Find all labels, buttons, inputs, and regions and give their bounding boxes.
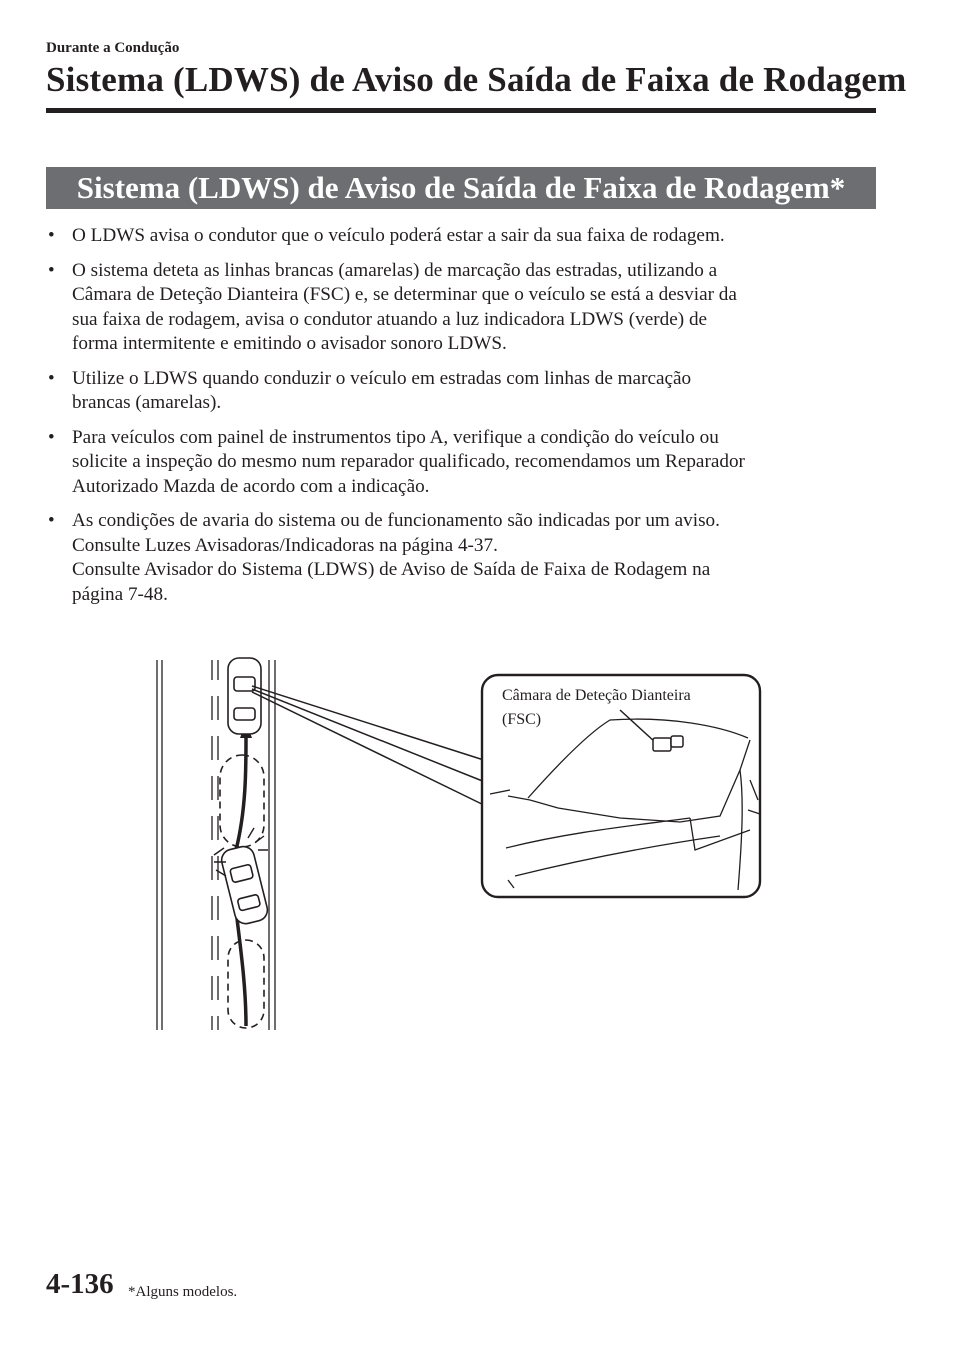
car-top-icon	[228, 658, 261, 734]
bullet-text-line: solicite a inspeção do mesmo num reparador qualificado, recomendamos um Reparador	[72, 451, 745, 472]
section-title: Sistema (LDWS) de Aviso de Saída de Faixa de Rodagem*	[76, 170, 846, 205]
section-banner	[46, 167, 876, 209]
bullet-text-line: página 7-48.	[72, 583, 168, 605]
page-number: 4-136	[46, 1268, 114, 1300]
list-item	[48, 367, 878, 416]
bullet-text-line: Consulte Avisador do Sistema (LDWS) de Aviso de Saída de Faixa de Rodagem na	[72, 559, 711, 580]
bullet-list	[48, 224, 878, 617]
bullet-text-line: As condições de avaria do sistema ou de funcionamento são indicadas por um aviso.	[72, 510, 720, 531]
bullet-icon: •	[48, 259, 55, 281]
bullet-text-line: brancas (amarelas).	[72, 392, 222, 413]
bullet-icon: •	[48, 510, 55, 531]
bullet-text-line: O LDWS avisa o condutor que o veículo poderá estar a sair da sua faixa de rodagem.	[72, 225, 725, 246]
car-drifting-icon	[219, 844, 269, 926]
road-edge-right	[269, 660, 275, 1030]
camera-label-line1: Câmara de Deteção Dianteira	[502, 687, 691, 704]
title-divider	[46, 108, 876, 113]
bullet-icon: •	[48, 426, 55, 448]
bullet-text-line: Consulte Luzes Avisadoras/Indicadoras na página 4-37.	[72, 534, 498, 556]
bullet-icon: •	[48, 225, 55, 246]
bullet-text-line: Para veículos com painel de instrumentos tipo A, verifique a condição do veículo ou	[72, 426, 719, 448]
bullet-text-line: forma intermitente e emitindo o avisador sonoro LDWS.	[72, 333, 507, 354]
list-item	[48, 224, 878, 249]
ldws-illustration	[150, 650, 770, 1040]
bullet-text-line: Utilize o LDWS quando conduzir o veículo em estradas com linhas de marcação	[72, 367, 692, 389]
camera-label-line2: (FSC)	[502, 711, 542, 728]
list-item	[48, 259, 878, 357]
list-item	[48, 426, 878, 500]
lane-marking-dashed	[212, 660, 218, 1030]
road-edge-left	[157, 660, 162, 1030]
footnote: *Alguns modelos.	[128, 1284, 238, 1300]
bullet-text-line: O sistema deteta as linhas brancas (amarelas) de marcação das estradas, utilizando a	[72, 259, 718, 281]
callout-lines	[252, 686, 490, 808]
bullet-text-line: Câmara de Deteção Dianteira (FSC) e, se determinar que o veículo se está a desviar da	[72, 284, 737, 305]
bullet-text-line: Autorizado Mazda de acordo com a indicação.	[72, 475, 430, 497]
list-item	[48, 509, 878, 607]
callout-box	[482, 675, 760, 897]
page-title: Sistema (LDWS) de Aviso de Saída de Faixa de Rodagem	[46, 60, 907, 99]
chapter-label: Durante a Condução	[46, 40, 180, 56]
bullet-icon: •	[48, 367, 55, 389]
bullet-text-line: sua faixa de rodagem, avisa o condutor atuando a luz indicadora LDWS (verde) de	[72, 308, 708, 330]
